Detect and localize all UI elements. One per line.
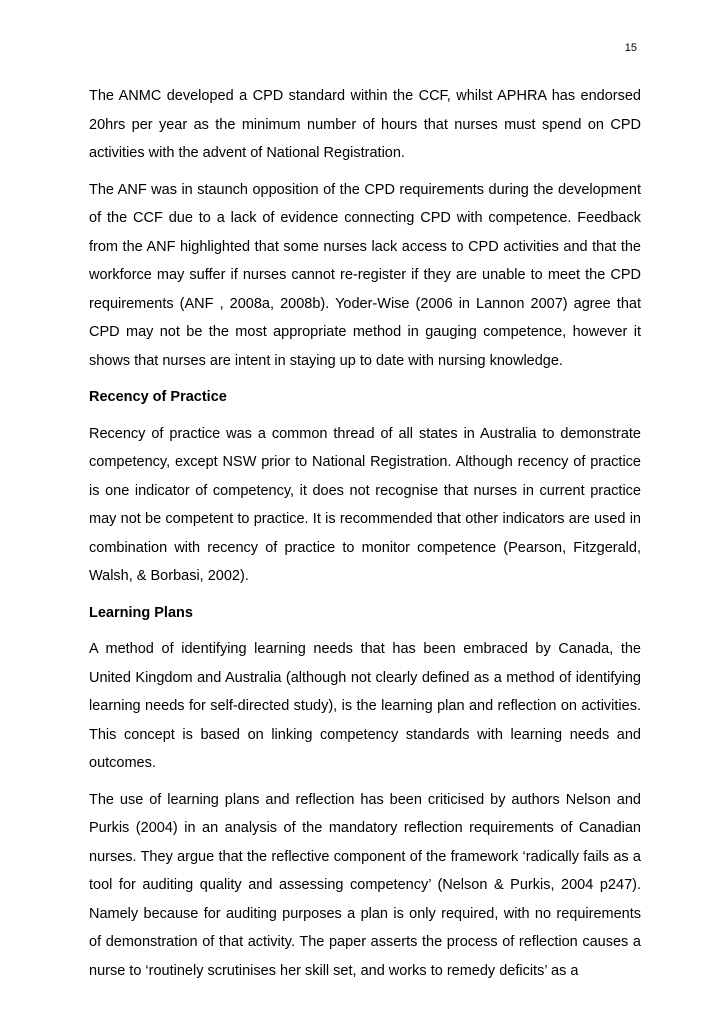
paragraph-recency: Recency of practice was a common thread of all states in Australia to demonstrate competency, except NSW prior to National Registration. Although recency of practice is one indicator of competency, it does not recognise that nurses in current practice may not be competent to practice. It is recommended that other indicators are used in combination with recency of practice to monitor competence (Pearson, Fitzgerald, Walsh, & Borbasi, 2002).: [89, 425, 641, 584]
heading-recency-of-practice: Recency of Practice: [89, 389, 227, 405]
page-content: [89, 82, 641, 985]
paragraph-reflection-criticism: The use of learning plans and reflection has been criticised by authors Nelson and Purkis (2004) in an analysis of the mandatory reflection requirements of Canadian nurses. They argue that the reflective component of the framework ‘radically fails as a tool for auditing quality and assessing competency’ (Nelson & Purkis, 2004 p247). Namely because for auditing purposes a plan is only required, with no requirements of demonstration of that activity. The paper asserts the process of reflection causes a nurse to ‘routinely scrutinises her skill set, and works to remedy deficits’ as a: [89, 791, 641, 979]
page-number: 15: [624, 42, 637, 54]
paragraph-learning-plans: A method of identifying learning needs that has been embraced by Canada, the United Kingdom and Australia (although not clearly defined as a method of identifying learning needs for self-directed study), is the learning plan and reflection on activities. This concept is based on linking competency standards with learning needs and outcomes.: [89, 641, 641, 771]
paragraph-cpd-standard: The ANMC developed a CPD standard within the CCF, whilst APHRA has endorsed 20hrs per year as the minimum number of hours that nurses must spend on CPD activities with the advent of National Registration.: [89, 88, 641, 161]
paragraph-anf-opposition: The ANF was in staunch opposition of the CPD requirements during the development of the CCF due to a lack of evidence connecting CPD with competence. Feedback from the ANF highlighted that some nurses lack access to CPD activities and that the workforce may suffer if nurses cannot re-register if they are unable to meet the CPD requirements (ANF , 2008a, 2008b). Yoder-Wise (2006 in Lannon 2007) agree that CPD may not be the most appropriate method in gauging competence, however it shows that nurses are intent in staying up to date with nursing knowledge.: [89, 181, 641, 369]
heading-learning-plans: Learning Plans: [89, 604, 193, 621]
